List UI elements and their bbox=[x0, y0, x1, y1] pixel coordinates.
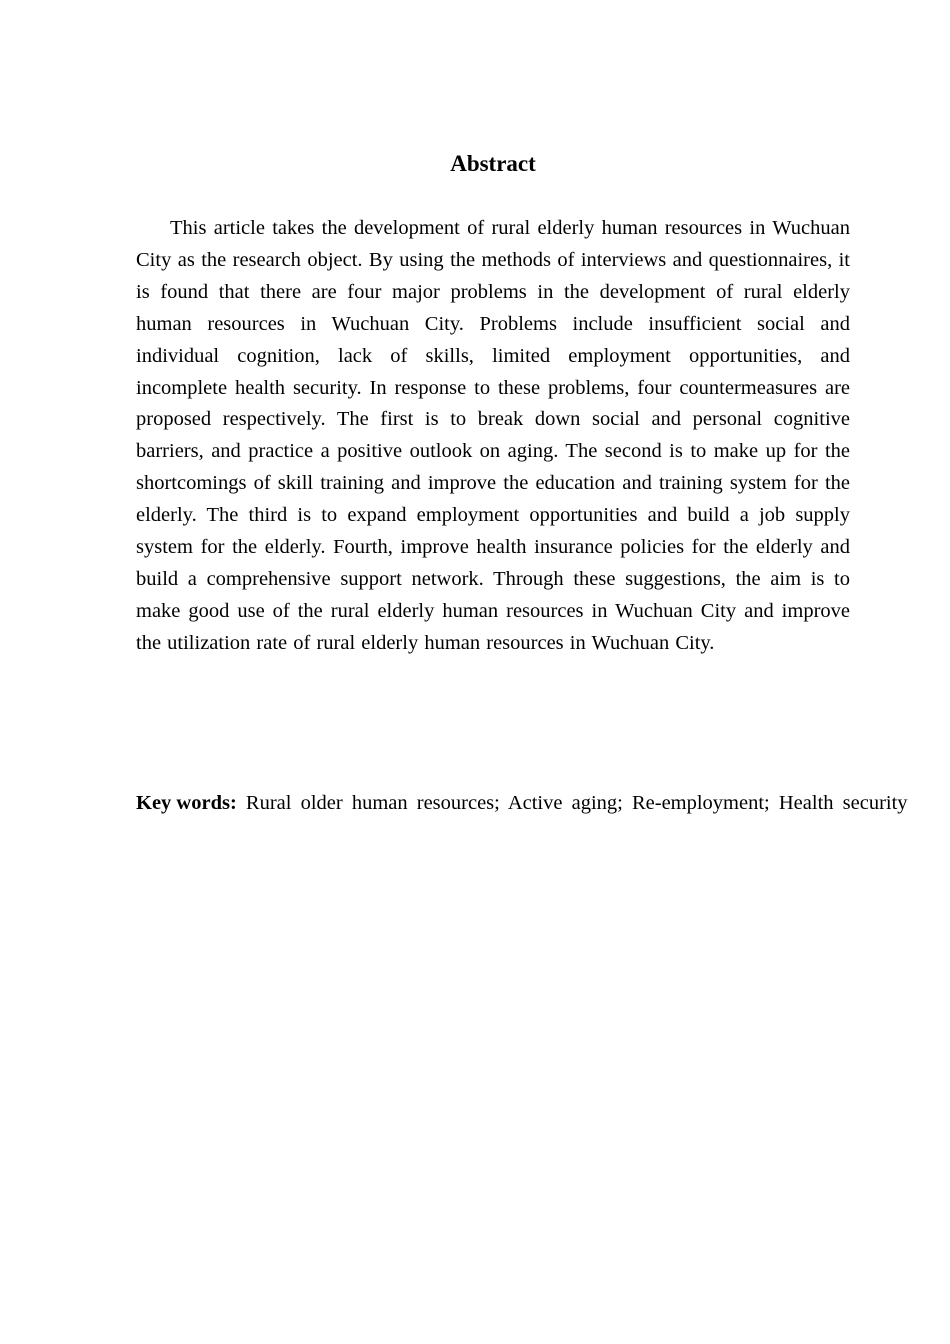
keywords-text: Rural older human resources; Active aging; Re-employment; Health security bbox=[245, 792, 908, 814]
abstract-title: Abstract bbox=[450, 151, 536, 176]
abstract-body: This article takes the development of rural elderly human resources in Wuchuan City as the research object. By using the methods of interviews and questionnaires, it is found that there are four major problems in the development of rural elderly human resources in Wuchuan City. Problems include insufficient social and individual cognition, lack of skills, limited employment opportunities, and incomplete health security. In response to these problems, four countermeasures are proposed respectively. The first is to break down social and personal cognitive barriers, and practice a positive outlook on aging. The second is to make up for the shortcomings of skill training and improve the education and training system for the elderly. The third is to expand employment opportunities and build a job supply system for the elderly. Fourth, improve health insurance policies for the elderly and build a comprehensive support network. Through these suggestions, the aim is to make good use of the rural elderly human resources in Wuchuan City and improve the utilization rate of rural elderly human resources in Wuchuan City. bbox=[136, 217, 850, 654]
keywords-label: Key words: bbox=[136, 792, 237, 814]
keywords-line bbox=[136, 788, 920, 820]
